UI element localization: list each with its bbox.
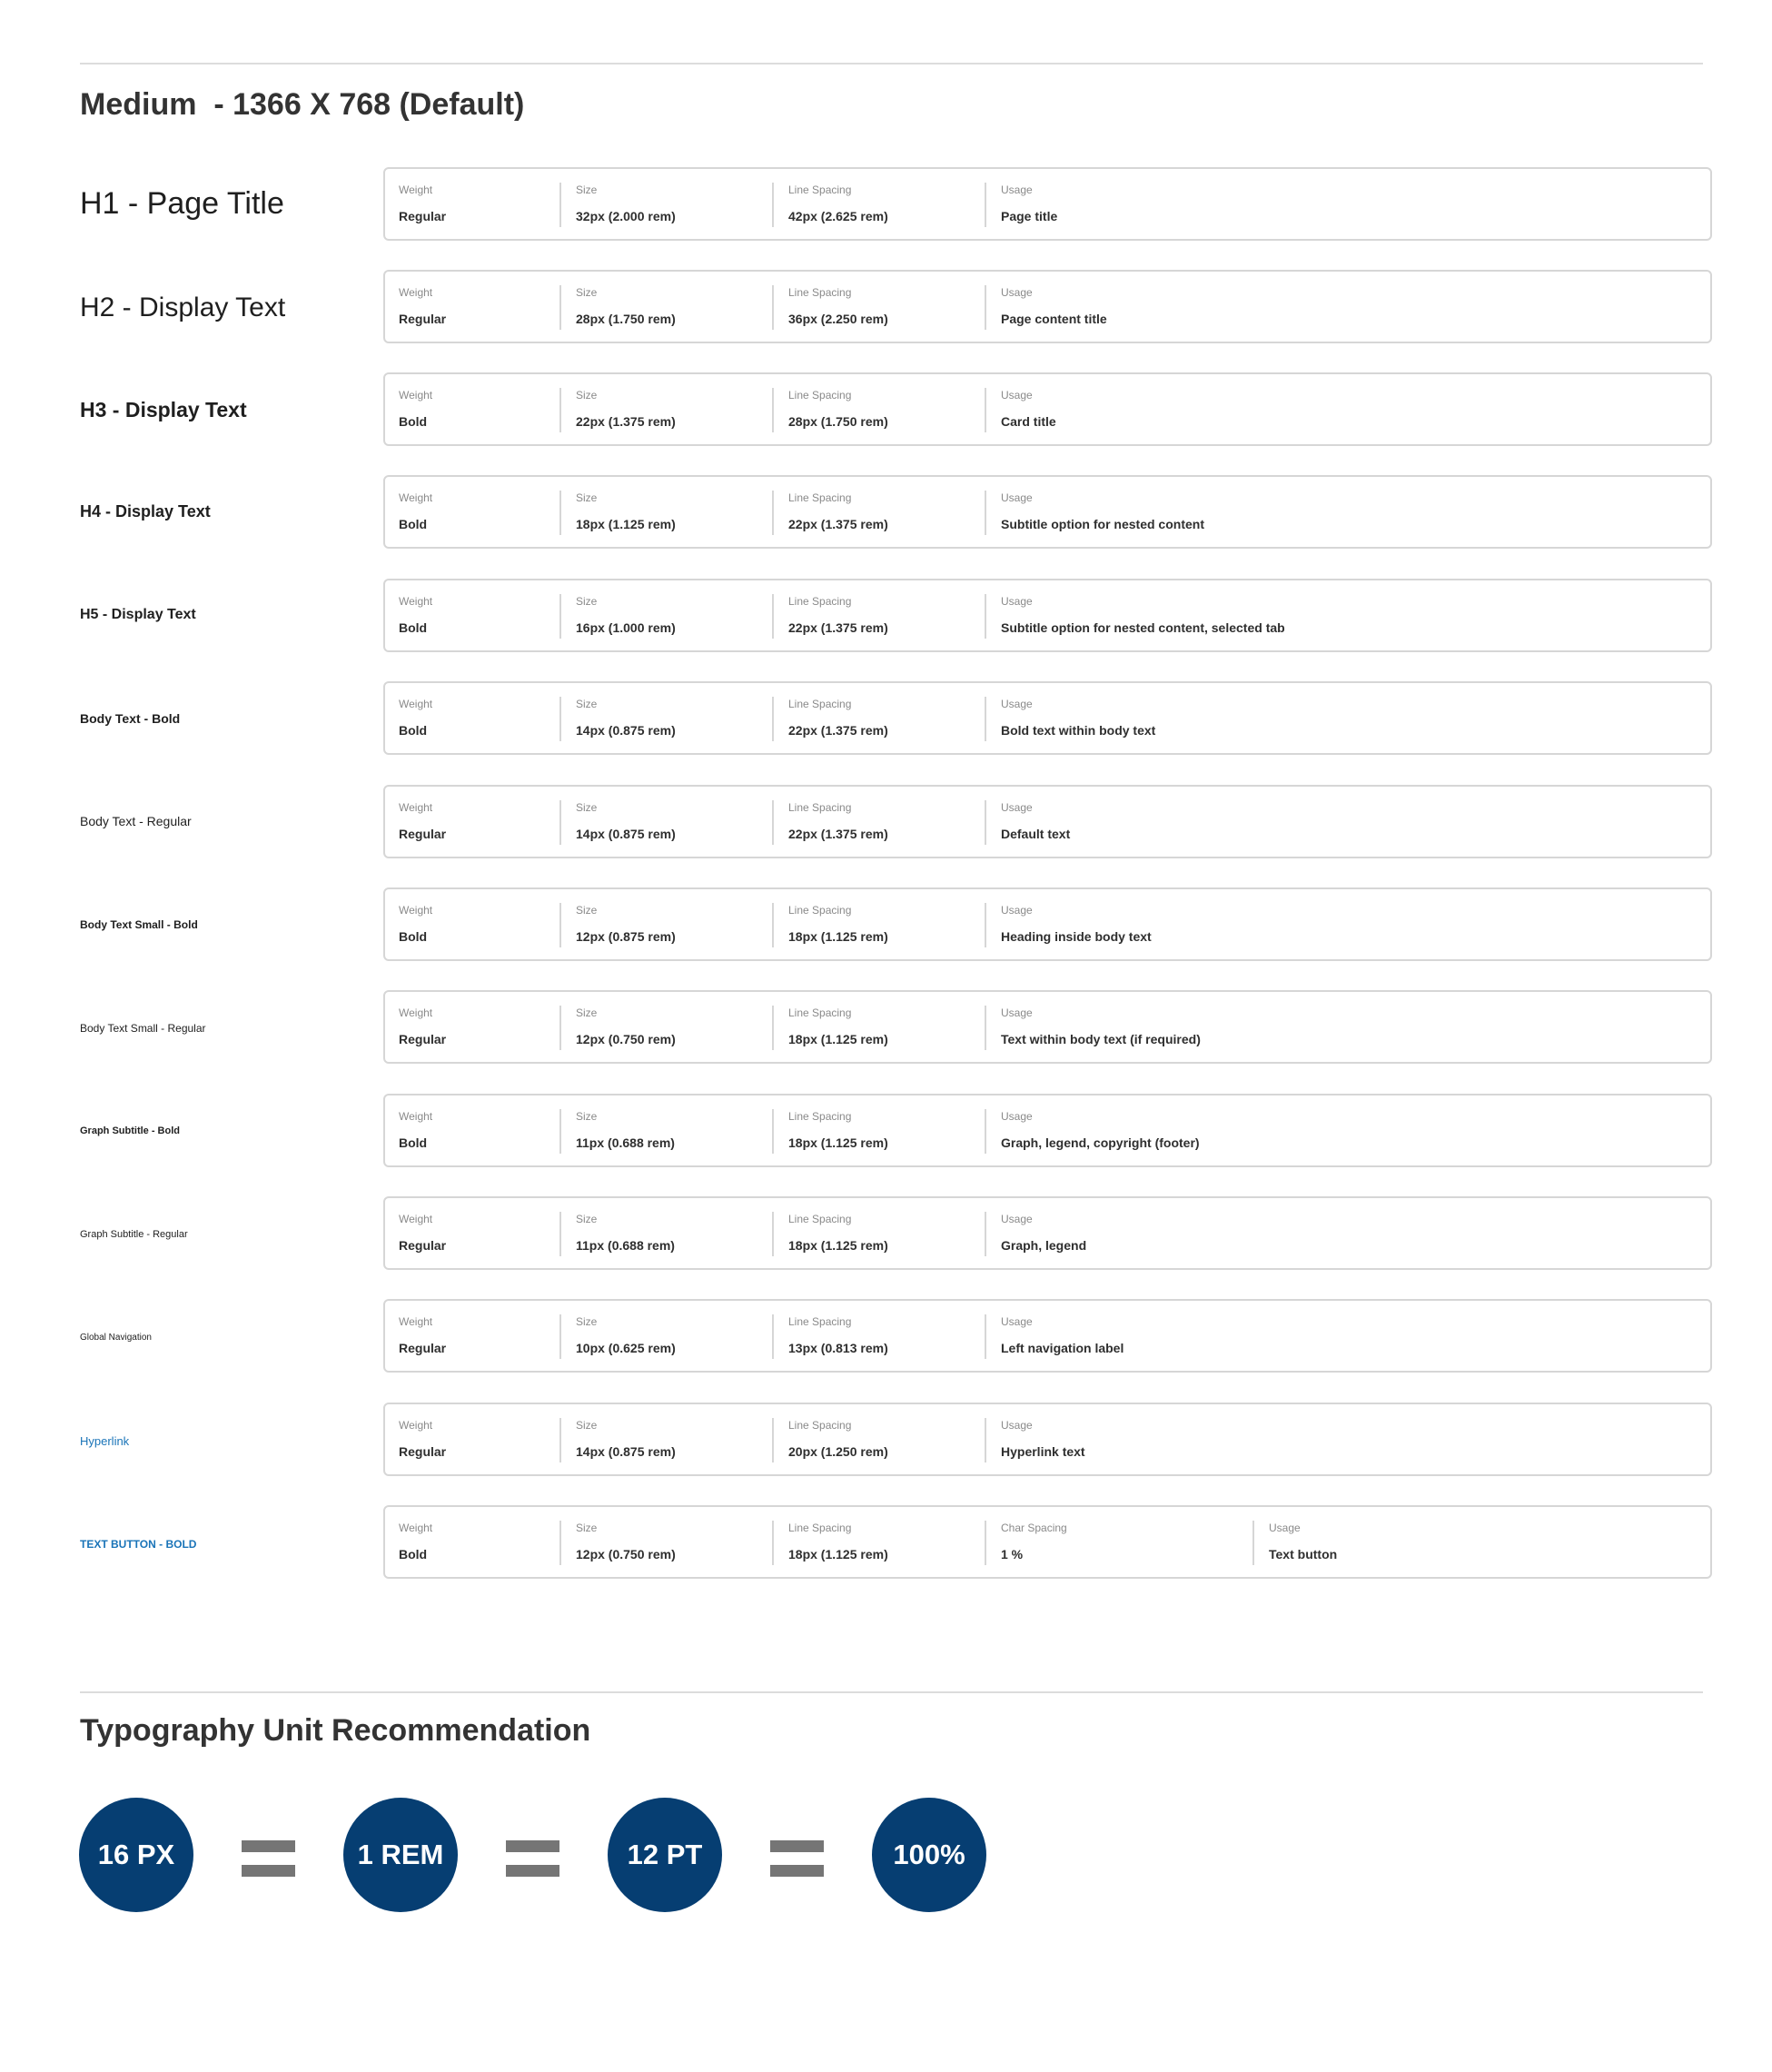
- char-spacing-value: 1 %: [1001, 1547, 1024, 1561]
- spec-row-body-small-bold: [383, 887, 1712, 961]
- line-spacing-value: 36px (2.250 rem): [788, 312, 888, 326]
- weight-value: Regular: [399, 1032, 447, 1046]
- usage-value: Graph, legend: [1001, 1238, 1087, 1253]
- style-label-global-navigation: Global Navigation: [80, 1333, 152, 1343]
- cell-divider: [772, 491, 774, 535]
- usage-key: Usage: [1001, 389, 1033, 402]
- cell-divider: [985, 285, 986, 330]
- units-divider: [80, 1691, 1703, 1693]
- usage-key: Usage: [1001, 1006, 1033, 1019]
- cell-divider: [985, 903, 986, 947]
- size-value: 10px (0.625 rem): [576, 1341, 676, 1355]
- style-label-h4: H4 - Display Text: [80, 502, 211, 520]
- cell-divider: [772, 1109, 774, 1154]
- weight-value: Bold: [399, 1547, 428, 1561]
- size-key: Size: [576, 801, 598, 814]
- equals-icon: [770, 1840, 824, 1877]
- usage-value: Text within body text (if required): [1001, 1032, 1201, 1046]
- line-spacing-key: Line Spacing: [788, 904, 852, 917]
- size-key: Size: [576, 1522, 598, 1534]
- usage-value: Text button: [1269, 1547, 1338, 1561]
- size-value: 11px (0.688 rem): [576, 1135, 675, 1150]
- cell-divider: [559, 697, 561, 741]
- usage-value: Card title: [1001, 414, 1056, 429]
- line-spacing-value: 18px (1.125 rem): [788, 1547, 888, 1561]
- cell-divider: [1252, 1521, 1254, 1565]
- style-label-body-bold: Body Text - Bold: [80, 711, 181, 726]
- cell-divider: [772, 1521, 774, 1565]
- weight-value: Bold: [399, 517, 428, 531]
- cell-divider: [985, 697, 986, 741]
- weight-value: Bold: [399, 414, 428, 429]
- weight-key: Weight: [399, 491, 433, 504]
- spec-row-h2: [383, 270, 1712, 343]
- usage-key: Usage: [1001, 1213, 1033, 1225]
- weight-value: Regular: [399, 209, 447, 223]
- size-value: 12px (0.875 rem): [576, 929, 676, 944]
- line-spacing-key: Line Spacing: [788, 183, 852, 196]
- line-spacing-value: 18px (1.125 rem): [788, 929, 888, 944]
- size-value: 11px (0.688 rem): [576, 1238, 675, 1253]
- medium-section-title: Medium - 1366 X 768 (Default): [80, 87, 525, 122]
- cell-divider: [772, 183, 774, 227]
- equals-icon: [506, 1840, 559, 1877]
- weight-value: Bold: [399, 929, 428, 944]
- equals-icon: [242, 1840, 295, 1877]
- cell-divider: [772, 903, 774, 947]
- spec-row-h5: [383, 579, 1712, 652]
- unit-circle-pt: 12 PT: [608, 1798, 722, 1912]
- weight-key: Weight: [399, 595, 433, 608]
- cell-divider: [559, 1314, 561, 1359]
- cell-divider: [772, 388, 774, 432]
- usage-value: Graph, legend, copyright (footer): [1001, 1135, 1200, 1150]
- weight-key: Weight: [399, 1110, 433, 1123]
- line-spacing-key: Line Spacing: [788, 595, 852, 608]
- top-divider: [80, 63, 1703, 64]
- usage-value: Bold text within body text: [1001, 723, 1156, 738]
- cell-divider: [559, 1418, 561, 1462]
- usage-key: Usage: [1001, 801, 1033, 814]
- line-spacing-key: Line Spacing: [788, 1110, 852, 1123]
- size-key: Size: [576, 1315, 598, 1328]
- weight-key: Weight: [399, 698, 433, 710]
- weight-key: Weight: [399, 1006, 433, 1019]
- unit-circle-rem: 1 REM: [343, 1798, 458, 1912]
- spec-row-h4: [383, 475, 1712, 549]
- weight-key: Weight: [399, 1522, 433, 1534]
- style-label-h3: H3 - Display Text: [80, 398, 247, 421]
- usage-value: Default text: [1001, 827, 1071, 841]
- cell-divider: [985, 800, 986, 845]
- spec-row-body-regular: [383, 785, 1712, 858]
- cell-divider: [772, 285, 774, 330]
- weight-key: Weight: [399, 904, 433, 917]
- cell-divider: [772, 1314, 774, 1359]
- usage-value: Subtitle option for nested content: [1001, 517, 1204, 531]
- style-label-body-small-regular: Body Text Small - Regular: [80, 1022, 206, 1035]
- usage-key: Usage: [1001, 904, 1033, 917]
- weight-key: Weight: [399, 1315, 433, 1328]
- style-label-h1: H1 - Page Title: [80, 186, 284, 221]
- usage-value: Subtitle option for nested content, selected tab: [1001, 620, 1285, 635]
- size-key: Size: [576, 1006, 598, 1019]
- weight-key: Weight: [399, 389, 433, 402]
- cell-divider: [985, 1418, 986, 1462]
- line-spacing-value: 18px (1.125 rem): [788, 1238, 888, 1253]
- style-label-graph-subtitle-bold: Graph Subtitle - Bold: [80, 1125, 180, 1136]
- size-key: Size: [576, 183, 598, 196]
- spec-row-graph-subtitle-bold: [383, 1094, 1712, 1167]
- usage-value: Page title: [1001, 209, 1058, 223]
- cell-divider: [559, 1109, 561, 1154]
- cell-divider: [559, 800, 561, 845]
- line-spacing-value: 28px (1.750 rem): [788, 414, 888, 429]
- cell-divider: [559, 1521, 561, 1565]
- size-key: Size: [576, 904, 598, 917]
- cell-divider: [559, 1212, 561, 1256]
- weight-value: Regular: [399, 312, 447, 326]
- weight-key: Weight: [399, 801, 433, 814]
- weight-value: Regular: [399, 1341, 447, 1355]
- cell-divider: [985, 1521, 986, 1565]
- style-label-h5: H5 - Display Text: [80, 607, 196, 622]
- cell-divider: [559, 183, 561, 227]
- spec-row-global-navigation: [383, 1299, 1712, 1373]
- cell-divider: [559, 491, 561, 535]
- usage-value: Hyperlink text: [1001, 1444, 1085, 1459]
- usage-key: Usage: [1001, 698, 1033, 710]
- usage-value: Page content title: [1001, 312, 1107, 326]
- size-key: Size: [576, 491, 598, 504]
- cell-divider: [985, 183, 986, 227]
- weight-value: Bold: [399, 723, 428, 738]
- line-spacing-key: Line Spacing: [788, 491, 852, 504]
- usage-key: Usage: [1001, 286, 1033, 299]
- size-value: 16px (1.000 rem): [576, 620, 676, 635]
- cell-divider: [559, 1006, 561, 1050]
- spec-row-body-small-regular: [383, 990, 1712, 1064]
- line-spacing-key: Line Spacing: [788, 1006, 852, 1019]
- cell-divider: [985, 1006, 986, 1050]
- size-value: 14px (0.875 rem): [576, 723, 676, 738]
- size-key: Size: [576, 389, 598, 402]
- line-spacing-key: Line Spacing: [788, 698, 852, 710]
- line-spacing-value: 18px (1.125 rem): [788, 1135, 888, 1150]
- line-spacing-value: 22px (1.375 rem): [788, 827, 888, 841]
- spec-row-graph-subtitle-regular: [383, 1196, 1712, 1270]
- weight-value: Bold: [399, 1135, 428, 1150]
- spec-row-h3: [383, 372, 1712, 446]
- char-spacing-key: Char Spacing: [1001, 1522, 1067, 1534]
- cell-divider: [985, 1109, 986, 1154]
- size-value: 32px (2.000 rem): [576, 209, 676, 223]
- usage-key: Usage: [1001, 1315, 1033, 1328]
- cell-divider: [985, 388, 986, 432]
- line-spacing-value: 22px (1.375 rem): [788, 620, 888, 635]
- cell-divider: [985, 1314, 986, 1359]
- spec-row-text-button-bold: [383, 1505, 1712, 1579]
- weight-key: Weight: [399, 1213, 433, 1225]
- style-label-body-regular: Body Text - Regular: [80, 814, 192, 828]
- size-value: 22px (1.375 rem): [576, 414, 676, 429]
- usage-key: Usage: [1001, 1419, 1033, 1432]
- cell-divider: [985, 1212, 986, 1256]
- size-value: 12px (0.750 rem): [576, 1032, 676, 1046]
- cell-divider: [985, 594, 986, 639]
- line-spacing-key: Line Spacing: [788, 1315, 852, 1328]
- size-key: Size: [576, 1419, 598, 1432]
- usage-value: Heading inside body text: [1001, 929, 1152, 944]
- size-value: 14px (0.875 rem): [576, 827, 676, 841]
- cell-divider: [772, 1212, 774, 1256]
- size-key: Size: [576, 1110, 598, 1123]
- spec-row-body-bold: [383, 681, 1712, 755]
- line-spacing-key: Line Spacing: [788, 801, 852, 814]
- weight-key: Weight: [399, 286, 433, 299]
- weight-key: Weight: [399, 183, 433, 196]
- size-value: 14px (0.875 rem): [576, 1444, 676, 1459]
- usage-value: Left navigation label: [1001, 1341, 1124, 1355]
- style-label-body-small-bold: Body Text Small - Bold: [80, 918, 198, 931]
- weight-value: Regular: [399, 1238, 447, 1253]
- size-key: Size: [576, 286, 598, 299]
- style-label-hyperlink[interactable]: Hyperlink: [80, 1434, 130, 1448]
- units-section-title: Typography Unit Recommendation: [80, 1713, 591, 1748]
- cell-divider: [772, 594, 774, 639]
- cell-divider: [772, 1418, 774, 1462]
- usage-key: Usage: [1001, 183, 1033, 196]
- line-spacing-value: 42px (2.625 rem): [788, 209, 888, 223]
- line-spacing-value: 22px (1.375 rem): [788, 517, 888, 531]
- unit-circle-px: 16 PX: [79, 1798, 193, 1912]
- cell-divider: [985, 491, 986, 535]
- usage-key: Usage: [1001, 1110, 1033, 1123]
- cell-divider: [772, 1006, 774, 1050]
- style-label-text-button-bold[interactable]: TEXT BUTTON - BOLD: [80, 1538, 197, 1551]
- cell-divider: [772, 697, 774, 741]
- weight-value: Bold: [399, 620, 428, 635]
- size-key: Size: [576, 595, 598, 608]
- size-value: 12px (0.750 rem): [576, 1547, 676, 1561]
- line-spacing-value: 13px (0.813 rem): [788, 1341, 888, 1355]
- spec-row-hyperlink: [383, 1403, 1712, 1476]
- size-value: 28px (1.750 rem): [576, 312, 676, 326]
- line-spacing-key: Line Spacing: [788, 1213, 852, 1225]
- cell-divider: [772, 800, 774, 845]
- cell-divider: [559, 594, 561, 639]
- spec-row-h1: [383, 167, 1712, 241]
- line-spacing-key: Line Spacing: [788, 1522, 852, 1534]
- unit-circle-percent: 100%: [872, 1798, 986, 1912]
- size-key: Size: [576, 698, 598, 710]
- line-spacing-value: 20px (1.250 rem): [788, 1444, 888, 1459]
- style-label-graph-subtitle-regular: Graph Subtitle - Regular: [80, 1229, 188, 1240]
- weight-value: Regular: [399, 827, 447, 841]
- line-spacing-key: Line Spacing: [788, 286, 852, 299]
- cell-divider: [559, 285, 561, 330]
- line-spacing-key: Line Spacing: [788, 389, 852, 402]
- line-spacing-value: 22px (1.375 rem): [788, 723, 888, 738]
- cell-divider: [559, 903, 561, 947]
- usage-key: Usage: [1269, 1522, 1301, 1534]
- size-key: Size: [576, 1213, 598, 1225]
- usage-key: Usage: [1001, 595, 1033, 608]
- size-value: 18px (1.125 rem): [576, 517, 676, 531]
- weight-key: Weight: [399, 1419, 433, 1432]
- weight-value: Regular: [399, 1444, 447, 1459]
- usage-key: Usage: [1001, 491, 1033, 504]
- style-label-h2: H2 - Display Text: [80, 292, 286, 322]
- cell-divider: [559, 388, 561, 432]
- line-spacing-key: Line Spacing: [788, 1419, 852, 1432]
- line-spacing-value: 18px (1.125 rem): [788, 1032, 888, 1046]
